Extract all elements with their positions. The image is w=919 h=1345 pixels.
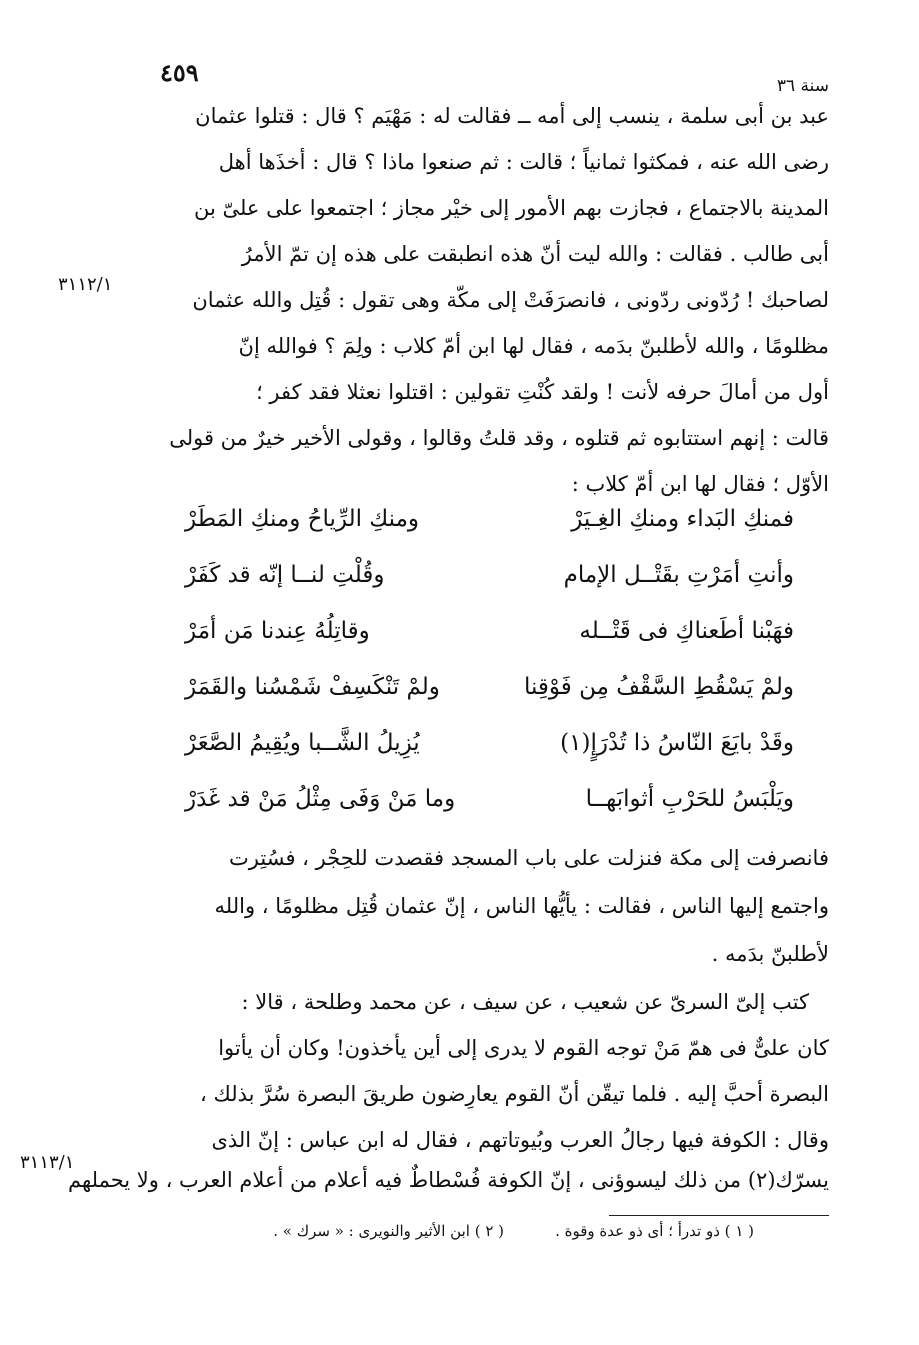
body-line: وقال : الكوفة فيها رجالُ العرب وبُيوتاتهم ، فقال له ابن عباس : إنّ الذى	[211, 1128, 829, 1152]
body-line: المدينة بالاجتماع ، فجازت بهم الأمور إلى خيْر مجاز ؛ اجتمعوا على علىّ بن	[193, 196, 829, 220]
verse-hemistich-second: ولمْ تَنْكَسِفْ شَمْسُنا والقَمَرْ	[185, 674, 440, 700]
verse-hemistich-first: فمنكِ البَداء ومنكِ الغِـيَرْ	[571, 506, 794, 532]
body-line: عبد بن أبى سلمة ، ينسب إلى أمه ــ فقالت له : مَهْيَم ؟ قال : قتلوا عثمان	[195, 104, 829, 128]
body-line: يسرّك(٢) من ذلك ليسوؤنى ، إنّ الكوفة فُسْطاطٌ فيه أعلام من أعلام العرب ، ولا يحملهم	[67, 1168, 829, 1192]
body-line: قالت : إنهم استتابوه ثم قتلوه ، وقد قلتُ وقالوا ، وقولى الأخير خيرٌ من قولى	[169, 426, 829, 450]
body-line: رضى الله عنه ، فمكثوا ثمانياً ؛ قالت : ثم صنعوا ماذا ؟ قال : أخذَها أهل	[218, 150, 829, 174]
body-line: لصاحبك ! رُدّونى ردّونى ، فانصرَفَتْ إلى مكّة وهى تقول : قُتِل والله عثمان	[192, 288, 829, 312]
margin-reference: ٣١١٣/١	[20, 1152, 75, 1173]
margin-reference: ٣١١٢/١	[58, 274, 113, 295]
body-line: واجتمع إليها الناس ، فقالت : يأيُّها الناس ، إنّ عثمان قُتِل مظلومًا ، والله	[214, 894, 829, 918]
verse-hemistich-first: وأنتِ أمَرْتِ بقَتْــل الإمام	[563, 562, 794, 588]
verse-hemistich-second: يُزِيلُ الشَّــبا ويُقِيمُ الصَّعَرْ	[185, 730, 420, 756]
body-line: البصرة أحبَّ إليه . فلما تيقّن أنّ القوم يعارِضون طريقَ البصرة سُرَّ بذلك ،	[200, 1082, 829, 1106]
verse-hemistich-second: وما مَنْ وَفَى مِثْلُ مَنْ قد غَدَرْ	[185, 786, 456, 812]
body-line: كان علىٌّ فى همّ مَنْ توجه القوم لا يدرى إلى أين يأخذون! وكان أن يأتوا	[218, 1036, 829, 1060]
section-opening-line: كتب إلىّ السرىّ عن شعيب ، عن سيف ، عن محمد وطلحة ، قالا :	[241, 990, 809, 1014]
body-line: فانصرفت إلى مكة فنزلت على باب المسجد فقصدت للحِجْر ، فسُتِرت	[229, 846, 829, 870]
footnote-2: ( ٢ ) ابن الأثير والنويرى : « سرك » .	[273, 1222, 504, 1240]
body-line: الأوّل ؛ فقال لها ابن أمّ كلاب :	[571, 472, 829, 496]
body-line: لأطلبنّ بدَمه .	[711, 942, 829, 966]
verse-hemistich-first: وقَدْ بايَعَ النّاسُ ذا تُدْرَإٍ(١)	[560, 730, 794, 756]
running-header-year: سنة ٣٦	[776, 76, 829, 96]
verse-hemistich-second: وقُلْتِ لنــا إنّه قد كَفَرْ	[185, 562, 385, 588]
verse-hemistich-second: ومنكِ الرِّياحُ ومنكِ المَطَرْ	[185, 506, 420, 532]
body-line: مظلومًا ، والله لأطلبنّ بدَمه ، فقال لها ابن أمّ كلاب : ولِمَ ؟ فوالله إنّ	[238, 334, 829, 358]
body-line: أبى طالب . فقالت : والله ليت أنّ هذه انطبقت على هذه إن تمّ الأمرُ	[241, 242, 829, 266]
verse-hemistich-first: فهَبْنا أطَعناكِ فى قَتْــله	[579, 618, 794, 644]
page-number: ٤٥٩	[160, 58, 199, 87]
footnote-1: ( ١ ) ذو تدرأ ؛ أى ذو عدة وقوة .	[555, 1222, 754, 1240]
verse-hemistich-first: ولمْ يَسْقُطِ السَّقْفُ مِن فَوْقِنا	[523, 674, 794, 700]
verse-hemistich-second: وقاتِلُهُ عِندنا مَن أمَرْ	[185, 618, 370, 644]
verse-hemistich-first: ويَلْبَسُ للحَرْبِ أثوابَهــا	[585, 786, 794, 812]
footnote-divider	[609, 1215, 829, 1216]
body-line: أول من أمالَ حرفه لأنت ! ولقد كُنْتِ تقولين : اقتلوا نعثلا فقد كفر ؛	[256, 380, 829, 404]
